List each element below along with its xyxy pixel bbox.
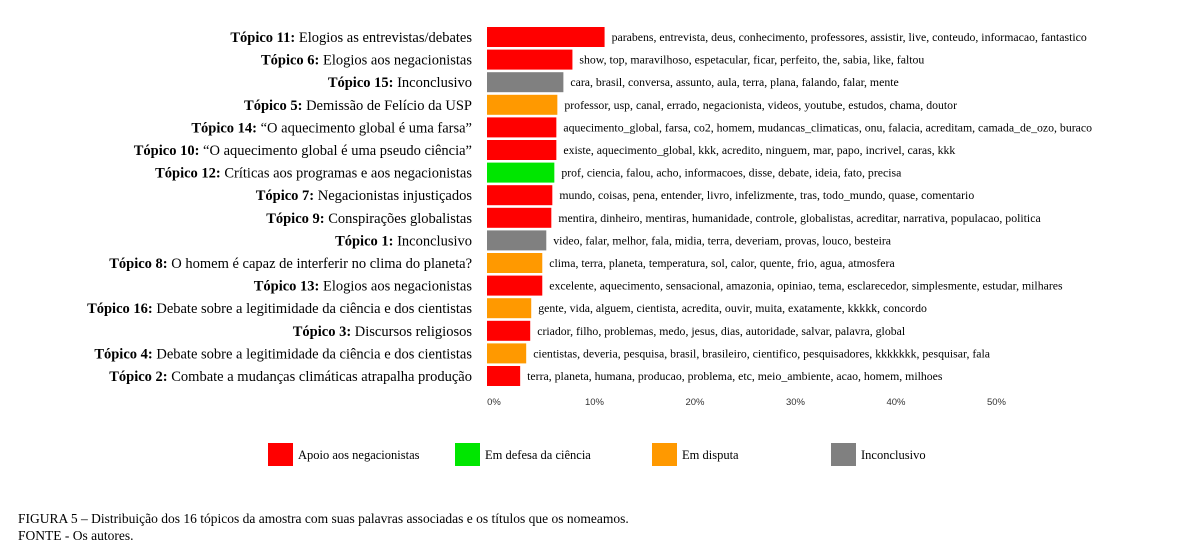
bar-words-label: parabens, entrevista, deus, conhecimento, professores, assistir, live, conteudo, informacao, fantastico — [611, 30, 1087, 44]
topic-title: Negacionistas injustiçados — [314, 188, 472, 205]
bar-words-label: existe, aquecimento_global, kkk, acredito, ninguem, mar, papo, incrivel, caras, kkk — [563, 143, 956, 157]
category-label — [87, 301, 472, 317]
topic-title: “O aquecimento global é uma pseudo ciência” — [199, 143, 472, 159]
bar — [487, 276, 542, 296]
bar — [487, 50, 572, 70]
topic-title: O homem é capaz de interferir no clima do planeta? — [167, 256, 472, 272]
topic-title: Debate sobre a legitimidade da ciência e dos cientistas — [152, 301, 472, 318]
topic-number: Tópico 15: — [327, 75, 394, 92]
category-label — [244, 98, 472, 114]
bar — [487, 163, 554, 183]
bar-words-label: prof, ciencia, falou, acho, informacoes, disse, debate, ideia, fato, precisa — [561, 165, 902, 180]
bar-words-label: professor, usp, canal, errado, negacionista, videos, youtube, estudos, chama, doutor — [564, 97, 958, 112]
bar-words-label: terra, planeta, humana, producao, problema, etc, meio_ambiente, acao, homem, milhoes — [527, 369, 943, 383]
legend-label: Em defesa da ciência — [485, 448, 591, 462]
topic-number: Tópico 2: — [109, 369, 168, 385]
x-tick-label: 30% — [785, 397, 806, 408]
bar — [487, 230, 546, 250]
x-tick-label: 40% — [886, 397, 906, 408]
topic-title: Demissão de Felício da USP — [302, 97, 472, 114]
x-tick-label: 50% — [986, 397, 1007, 408]
category-label — [335, 233, 472, 249]
topic-title: Elogios aos negacionistas — [319, 52, 472, 69]
topic-title: Inconclusivo — [393, 233, 472, 250]
bar — [487, 298, 531, 318]
legend-swatch — [455, 443, 480, 466]
topic-title: “O aquecimento global é uma farsa” — [257, 120, 472, 137]
category-label — [266, 211, 472, 227]
legend-swatch — [652, 443, 677, 466]
category-label — [155, 166, 472, 182]
topic-number: Tópico 8: — [109, 256, 168, 272]
bar — [487, 72, 563, 92]
bar-words-label: aquecimento_global, farsa, co2, homem, mudancas_climaticas, onu, falacia, acreditam, camada_de_ozo, buraco — [563, 120, 1093, 135]
topic-number: Tópico 11: — [230, 30, 296, 46]
topic-number: Tópico 14: — [191, 120, 257, 137]
topic-title: Debate sobre a legitimidade da ciência e dos cientistas — [152, 346, 472, 363]
legend-label: Inconclusivo — [861, 448, 926, 462]
bar — [487, 185, 552, 205]
topic-number: Tópico 1: — [335, 233, 394, 250]
topic-number: Tópico 7: — [255, 188, 315, 205]
x-tick-label: 20% — [685, 397, 705, 408]
category-label — [230, 30, 472, 46]
topic-title: Conspirações globalistas — [324, 210, 472, 227]
category-label — [261, 53, 472, 69]
topic-title: Discursos religiosos — [351, 323, 472, 340]
topic-number: Tópico 3: — [292, 323, 352, 340]
category-label — [256, 188, 473, 204]
bar — [487, 366, 520, 386]
topic-title: Elogios as entrevistas/debates — [295, 30, 472, 46]
topic-number: Tópico 13: — [253, 278, 320, 295]
bar — [487, 117, 556, 137]
topic-number: Tópico 6: — [260, 52, 320, 69]
topic-number: Tópico 10: — [133, 143, 200, 159]
category-label — [191, 120, 472, 136]
bar-words-label: show, top, maravilhoso, espetacular, ficar, perfeito, the, sabia, like, faltou — [579, 52, 925, 67]
legend-swatch — [268, 443, 293, 466]
bar — [487, 27, 605, 47]
bar-words-label: gente, vida, alguem, cientista, acredita, ouvir, muita, exatamente, kkkkk, concordo — [538, 301, 927, 316]
topic-number: Tópico 4: — [94, 346, 153, 363]
legend-label: Apoio aos negacionistas — [298, 448, 420, 462]
bar-words-label: cientistas, deveria, pesquisa, brasil, brasileiro, cientifico, pesquisadores, kkkkkkk, pesquisar, fala — [533, 346, 991, 361]
topic-number: Tópico 16: — [87, 301, 153, 318]
bar-words-label: cara, brasil, conversa, assunto, aula, terra, plana, falando, falar, mente — [570, 75, 899, 90]
bar-words-label: criador, filho, problemas, medo, jesus, dias, autoridade, salvar, palavra, global — [537, 323, 906, 338]
figure-caption: FIGURA 5 – Distribuição dos 16 tópicos da amostra com suas palavras associadas e os títulos que os nomeamos. — [18, 511, 629, 526]
topic-title: Combate a mudanças climáticas atrapalha produção — [167, 369, 472, 385]
topic-title: Críticas aos programas e aos negacionistas — [220, 165, 472, 182]
bar — [487, 343, 526, 363]
bar-words-label: video, falar, melhor, fala, midia, terra, deveriam, provas, louco, besteira — [553, 233, 892, 248]
x-tick-label: 0% — [487, 397, 501, 408]
topic-number: Tópico 12: — [155, 165, 221, 182]
x-tick-label: 10% — [584, 397, 605, 408]
bar — [487, 253, 542, 273]
bar-words-label: mentira, dinheiro, mentiras, humanidade, controle, globalistas, acreditar, narrativa, populacao, politica — [558, 210, 1041, 225]
bar — [487, 140, 556, 160]
figure-source: FONTE - Os autores. — [18, 528, 134, 543]
topic-title: Inconclusivo — [393, 75, 472, 92]
legend-swatch — [831, 443, 856, 466]
category-label — [254, 279, 473, 295]
bar — [487, 208, 551, 228]
category-label — [94, 346, 472, 362]
category-label — [109, 369, 472, 385]
legend-label: Em disputa — [682, 448, 739, 462]
bar-words-label: excelente, aquecimento, sensacional, amazonia, opiniao, tema, esclarecedor, simplesmente, estudar, milhares — [549, 278, 1063, 293]
bar-words-label: mundo, coisas, pena, entender, livro, infelizmente, tras, todo_mundo, quase, comentario — [559, 188, 975, 203]
category-label — [109, 256, 472, 272]
category-label — [134, 143, 472, 159]
bar-words-label: clima, terra, planeta, temperatura, sol, calor, quente, frio, agua, atmosfera — [549, 256, 895, 270]
topic-number: Tópico 5: — [244, 97, 303, 114]
bar — [487, 95, 557, 115]
category-label — [328, 75, 472, 91]
category-label — [293, 324, 473, 340]
topic-number: Tópico 9: — [266, 210, 325, 227]
topic-title: Elogios aos negacionistas — [319, 278, 472, 295]
bar — [487, 321, 530, 341]
